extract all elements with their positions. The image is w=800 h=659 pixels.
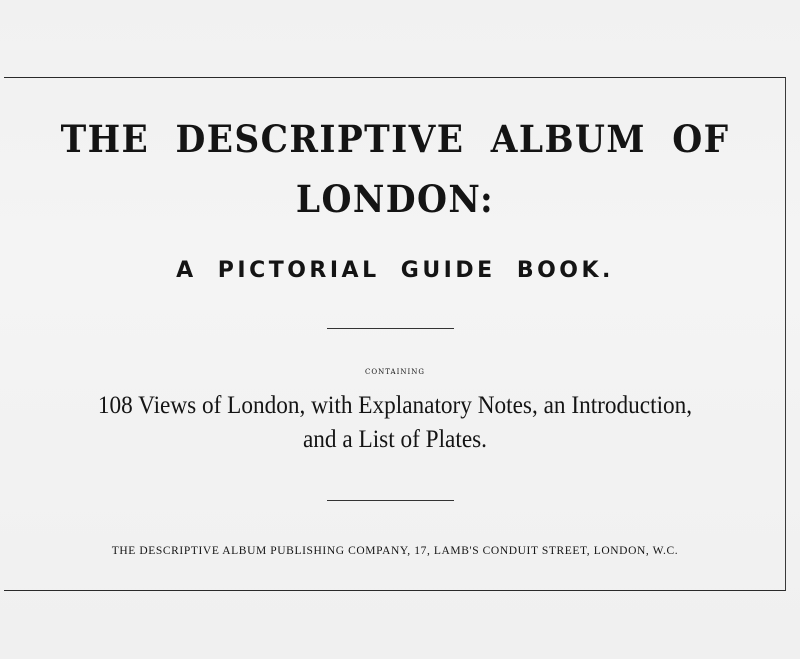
- divider-rule-top: [327, 328, 454, 329]
- contents-description-line-1: 108 Views of London, with Explanatory Notes, an Introduction,: [97, 392, 693, 419]
- containing-label: CONTAINING: [365, 368, 425, 376]
- publisher-imprint: THE DESCRIPTIVE ALBUM PUBLISHING COMPANY, 17, LAMB'S CONDUIT STREET, LONDON, W.C.: [111, 545, 679, 557]
- book-title-line-2: LONDON:: [295, 177, 495, 221]
- book-subtitle: A PICTORIAL GUIDE BOOK.: [176, 258, 614, 283]
- contents-description-line-2: and a List of Plates.: [302, 426, 488, 453]
- book-title-line-1: THE DESCRIPTIVE ALBUM OF: [60, 117, 730, 161]
- divider-rule-bottom: [327, 500, 454, 501]
